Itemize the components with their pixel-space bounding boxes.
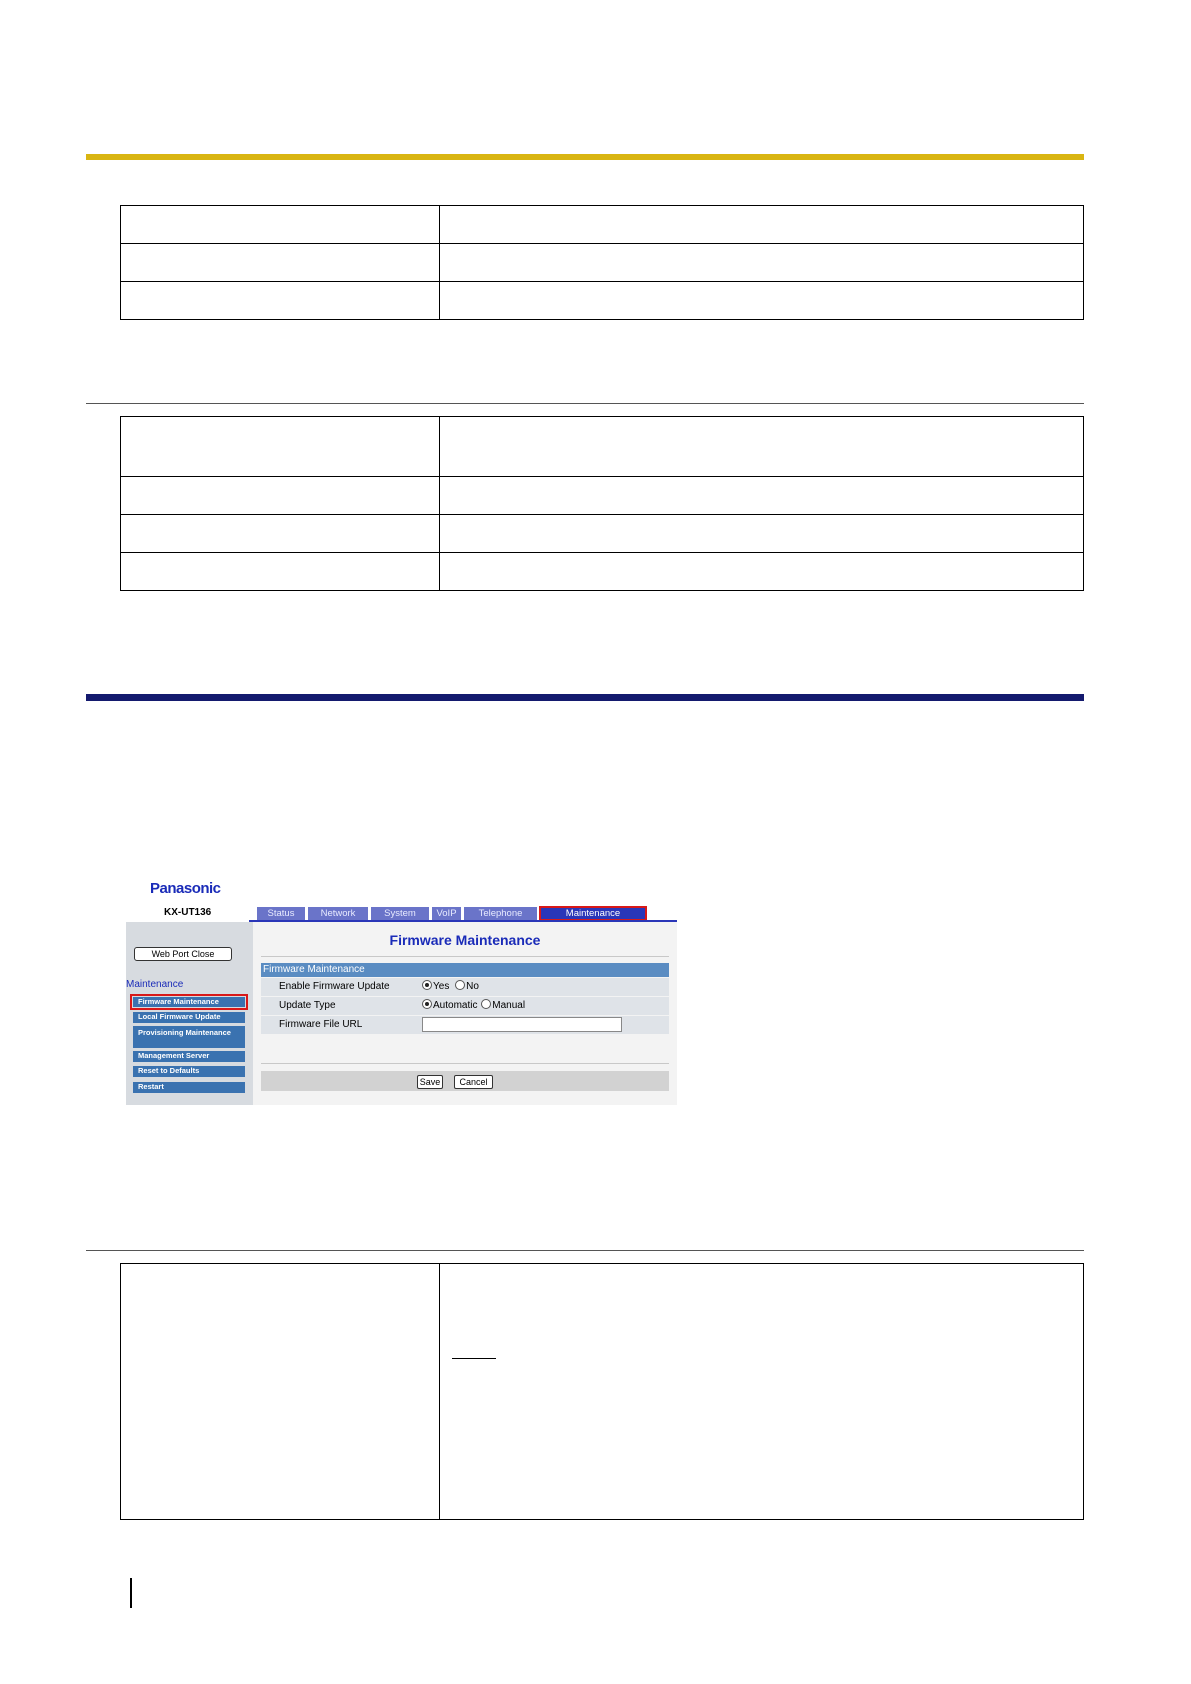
parameter-table-2 — [120, 416, 1084, 591]
radio-manual[interactable] — [481, 999, 491, 1009]
firmware-file-url-cell — [418, 1016, 669, 1034]
web-port-close-button[interactable]: Web Port Close — [134, 947, 232, 961]
section-header: Firmware Maintenance — [261, 963, 669, 977]
parameter-table-1 — [120, 205, 1084, 320]
row-pad — [261, 978, 276, 996]
tab-voip[interactable]: VoIP — [432, 907, 461, 920]
action-bar — [261, 1071, 669, 1091]
tab-system[interactable]: System — [371, 907, 429, 920]
update-type-options — [418, 997, 669, 1015]
table-row — [121, 282, 1084, 320]
table-row — [121, 206, 1084, 244]
divider — [261, 1063, 669, 1064]
radio-automatic-label: Automatic — [433, 1000, 478, 1011]
footer-margin-bar — [130, 1578, 132, 1608]
radio-no-label: No — [466, 981, 479, 992]
underline-mark — [452, 1358, 496, 1359]
firmware-file-url-label: Firmware File URL — [276, 1016, 418, 1034]
parameter-table-3 — [120, 1263, 1084, 1520]
table-row — [121, 244, 1084, 282]
tab-status[interactable]: Status — [257, 907, 305, 920]
radio-automatic[interactable] — [422, 999, 432, 1009]
section-rule — [86, 1250, 1084, 1251]
sidebar-item-reset-to-defaults[interactable]: Reset to Defaults — [133, 1066, 245, 1077]
sidebar-item-provisioning-maintenance[interactable]: Provisioning Maintenance — [133, 1026, 245, 1048]
firmware-file-url-input[interactable] — [422, 1017, 622, 1032]
sidebar-item-management-server[interactable]: Management Server — [133, 1051, 245, 1062]
row-pad — [261, 997, 276, 1015]
row-firmware-file-url — [261, 1016, 669, 1034]
table-row — [121, 477, 1084, 515]
enable-firmware-update-label: Enable Firmware Update — [276, 978, 418, 996]
table-row — [121, 417, 1084, 477]
row-enable-firmware-update — [261, 978, 669, 996]
divider — [261, 956, 669, 957]
radio-yes[interactable] — [422, 980, 432, 990]
section-rule — [86, 403, 1084, 404]
sidebar-item-restart[interactable]: Restart — [133, 1082, 245, 1093]
section-bar-gold — [86, 154, 1084, 160]
update-type-label: Update Type — [276, 997, 418, 1015]
radio-no[interactable] — [455, 980, 465, 990]
tab-maintenance[interactable]: Maintenance — [540, 907, 646, 920]
radio-manual-label: Manual — [492, 1000, 526, 1011]
row-pad — [261, 1016, 276, 1034]
tab-network[interactable]: Network — [308, 907, 368, 920]
table-row — [121, 515, 1084, 553]
section-bar-navy — [86, 694, 1084, 701]
web-ui-screenshot — [126, 875, 677, 1105]
enable-firmware-update-options — [418, 978, 669, 996]
tab-telephone[interactable]: Telephone — [464, 907, 537, 920]
sidebar-heading: Maintenance — [126, 979, 184, 990]
row-update-type — [261, 997, 669, 1015]
cancel-button[interactable]: Cancel — [454, 1075, 493, 1089]
save-button[interactable]: Save — [417, 1075, 443, 1089]
model-name: KX-UT136 — [164, 907, 212, 918]
sidebar-item-local-firmware-update[interactable]: Local Firmware Update — [133, 1012, 245, 1023]
main-panel — [253, 922, 677, 1105]
table-row — [121, 1264, 1084, 1520]
brand-logo: Panasonic — [150, 880, 221, 897]
page-title: Firmware Maintenance — [389, 932, 541, 948]
sidebar-item-firmware-maintenance[interactable]: Firmware Maintenance — [133, 997, 245, 1007]
table-row — [121, 553, 1084, 591]
radio-yes-label: Yes — [433, 981, 450, 992]
tab-bar — [257, 907, 646, 920]
